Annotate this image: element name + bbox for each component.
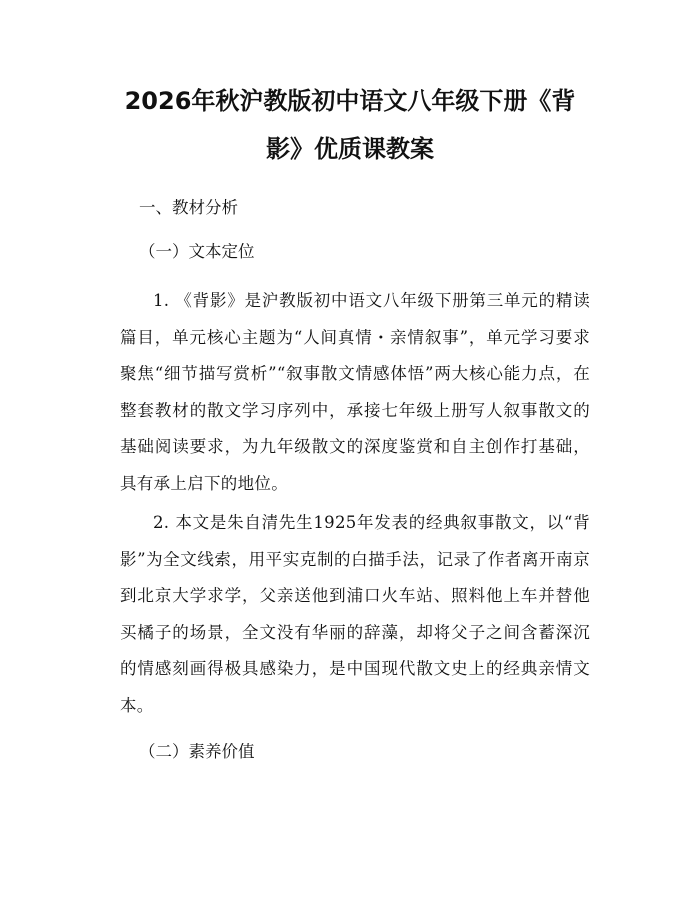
subsection-heading-text-positioning: （一）文本定位 — [139, 242, 255, 261]
paragraph-text-positioning: 1. 《背影》是沪教版初中语文八年级下册第三单元的精读篇目，单元核心主题为“人间真情・亲情叙事”，单元学习要求聚焦“细节描写赏析”“叙事散文情感体悟”两大核心能力点，在整套教材的散文学习序列中，承接七年级上册写人叙事散文的基础阅读要求，为九年级散文的深度鉴赏和自主创作打基础，具有承上启下的地位。 — [120, 291, 590, 493]
document-title-line-2: 影》优质课教案 — [266, 135, 434, 163]
subsection-heading-literacy-value: （二）素养价值 — [139, 742, 255, 761]
document-title-line-1: 2026年秋沪教版初中语文八年级下册《背 — [124, 87, 576, 115]
paragraph-text-background: 2. 本文是朱自清先生1925年发表的经典叙事散文，以“背影”为全文线索，用平实克制的白描手法，记录了作者离开南京到北京大学求学，父亲送他到浦口火车站、照料他上车并替他买橘子的场景，全文没有华丽的辞藻，却将父子之间含蓄深沉的情感刻画得极具感染力，是中国现代散文史上的经典亲情文本。 — [120, 513, 590, 715]
section-heading-material-analysis: 一、教材分析 — [139, 198, 238, 217]
